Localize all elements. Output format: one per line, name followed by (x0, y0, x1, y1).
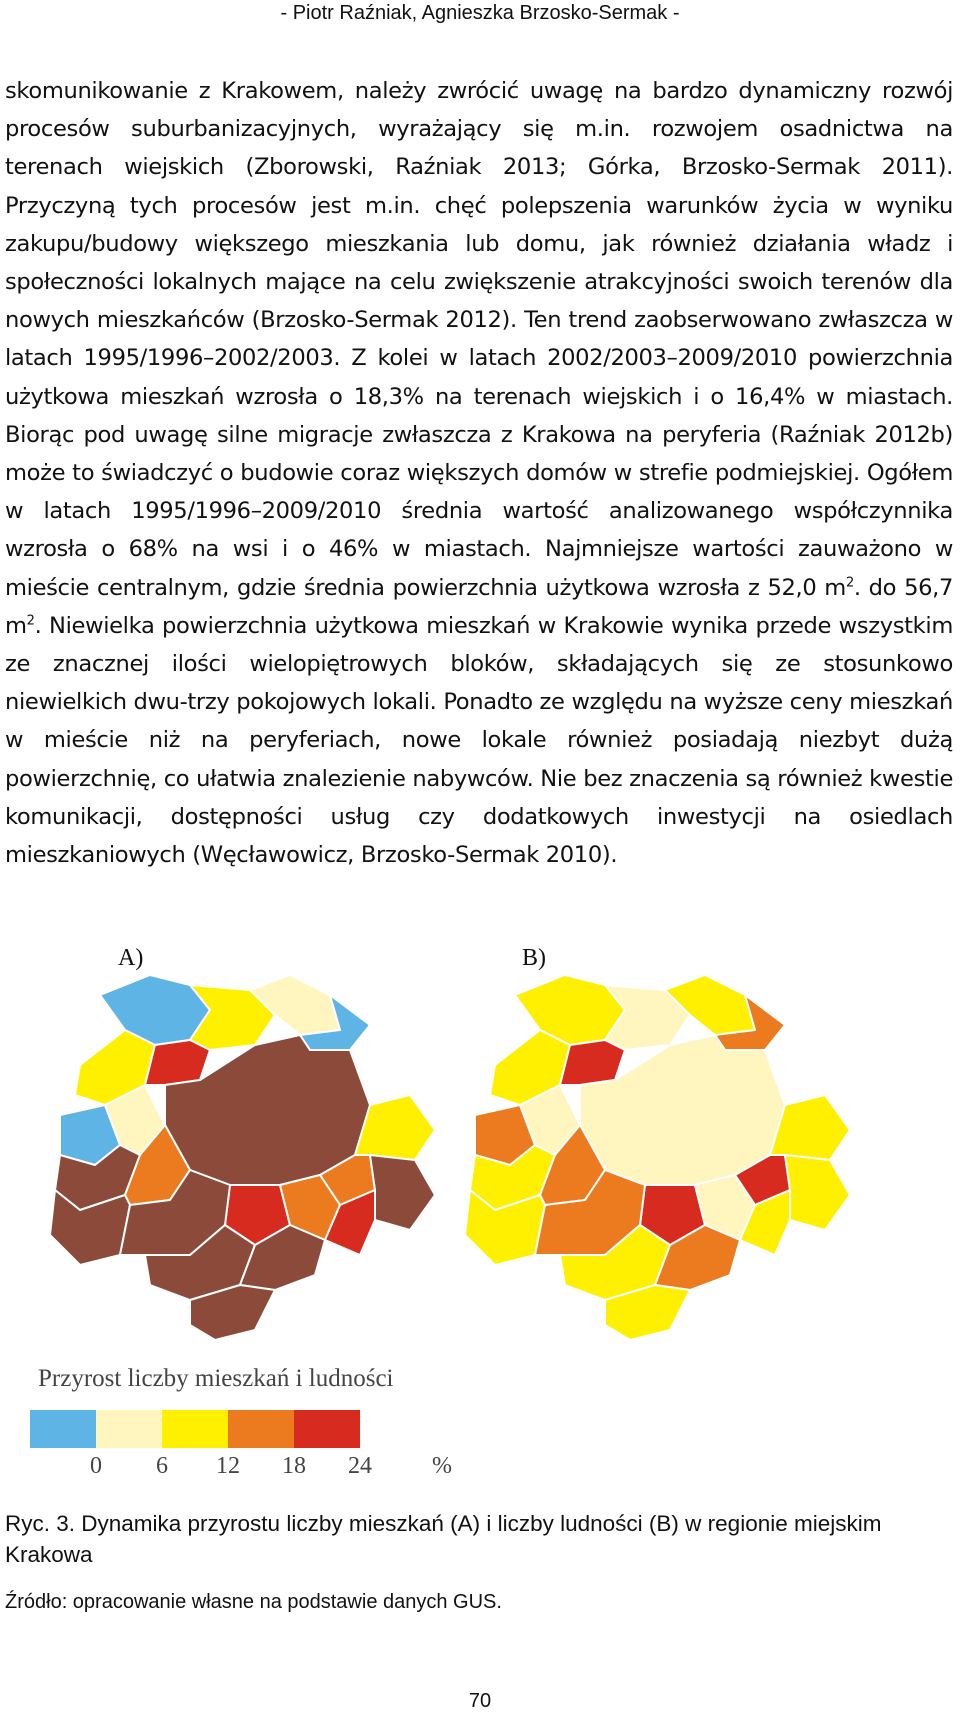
legend-tick-12: 12 (216, 1453, 240, 1479)
map-a-label: A) (118, 945, 144, 971)
superscript-1: 2 (845, 575, 854, 591)
body-paragraph (5, 72, 953, 874)
legend-tick-24: 24 (348, 1453, 372, 1479)
map-b-label: B) (522, 945, 546, 971)
legend-bar (30, 1410, 360, 1448)
map-a-region-center-red (145, 1040, 210, 1085)
legend-swatch-red (294, 1410, 360, 1448)
legend-swatch-yellow (162, 1410, 228, 1448)
legend-tick-0: 0 (90, 1453, 102, 1479)
legend-swatch-blue (30, 1410, 96, 1448)
legend-tick-18: 18 (282, 1453, 306, 1479)
map-b (455, 955, 875, 1355)
superscript-2: 2 (26, 613, 35, 629)
map-a-region-east-brown (370, 1155, 435, 1230)
figure-source: Źródło: opracowanie własne na podstawie danych GUS. (5, 1591, 502, 1613)
legend (30, 1365, 470, 1485)
legend-swatch-light (96, 1410, 162, 1448)
figure-caption: Ryc. 3. Dynamika przyrostu liczby mieszkań (A) i liczby ludności (B) w regionie miejskim Krakowa (5, 1511, 882, 1567)
legend-title: Przyrost liczby mieszkań i ludności (38, 1365, 394, 1392)
paragraph-part-3: . Niewielka powierzchnia użytkowa mieszkań w Krakowie wynika przede wszystkim ze znacznej ilości wielopiętrowych bloków, składających się ze stosunkowo niewielkich dwu-trzy pokojowych lokali. Ponadto ze względu na wyższe ceny mieszkań w mieście niż na peryferiach, nowe lokale również posiadają niezbyt dużą powierzchnię, co ułatwia znalezienie nabywców. Nie bez znaczenia są również kwestie komunikacji, dostępności usług czy dodatkowych inwestycji na osiedlach mieszkaniowych (Węcławowicz, Brzosko-Sermak 2010). (5, 612, 953, 869)
map-b-region-east-yellow-2 (785, 1155, 850, 1230)
legend-tick-percent: % (432, 1453, 452, 1479)
map-b-region-center-red (560, 1040, 625, 1085)
paragraph-part-1: skomunikowanie z Krakowem, należy zwrócić uwagę na bardzo dynamiczny rozwój procesów suburbanizacyjnych, wyrażający się m.in. rozwojem osadnictwa na terenach wiejskich (Zborowski, Raźniak 2013; Górka, Brzosko-Sermak 2011). Przyczyną tych procesów jest m.in. chęć polepszenia warunków życia w wyniku zakupu/budowy większego mieszkania lub domu, jak również działania władz i społeczności lokalnych mające na celu zwiększenie atrakcyjności swoich terenów dla nowych mieszkańców (Brzosko-Sermak 2012). Ten trend zaobserwowano zwłaszcza w latach 1995/1996–2002/2003. Z kolei w latach 2002/2003–2009/2010 powierzchnia użytkowa mieszkań wzrosła o 18,3% na terenach wiejskich i o 16,4% w miastach. Biorąc pod uwagę silne migracje zwłaszcza z Krakowa na peryferia (Raźniak 2012b) może to świadczyć o budowie coraz większych domów w strefie podmiejskiej. Ogółem w latach 1995/1996–2009/2010 średnia wartość analizowanego współczynnika wzrosła o 68% na wsi i o 46% w miastach. Najmniejsze wartości zauważono w mieście centralnym, gdzie średnia powierzchnia użytkowa wzrosła z 52,0 m (5, 78, 953, 601)
map-a (40, 955, 460, 1355)
legend-tick-6: 6 (156, 1453, 168, 1479)
legend-swatch-orange (228, 1410, 294, 1448)
paragraph-part-2: . do 56,7 m (5, 574, 953, 639)
running-head: - Piotr Raźniak, Agnieszka Brzosko-Sermak - (280, 2, 680, 24)
page-number: 70 (468, 1690, 492, 1712)
